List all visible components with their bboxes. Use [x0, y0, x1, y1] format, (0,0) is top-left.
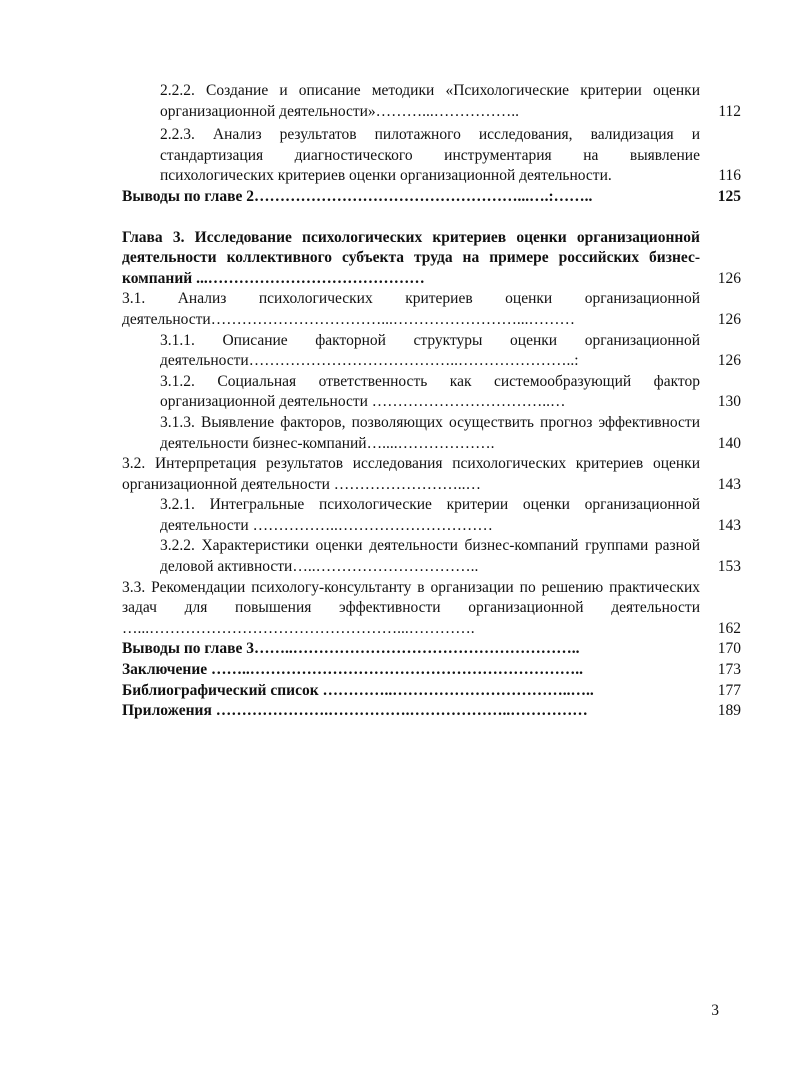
- toc-entry-3-1-1: [0, 331, 799, 372]
- toc-entry-page: 173: [717, 661, 741, 679]
- toc-entry-text: 3.1.1. Описание факторной структуры оценки организационной деятельности…………………………………..…………………..:: [160, 331, 700, 370]
- toc-entry-text: 3.2.1. Интегральные психологические критерии оценки организационной деятельности ……………..…………………………: [160, 496, 700, 534]
- toc-entry-3-1: [0, 289, 799, 330]
- toc-entry-bibliography: [0, 681, 799, 702]
- toc-entry-text: 2.2.3. Анализ результатов пилотажного исследования, валидизация и стандартизация диагностического инструментария на выявление психологических критериев оценки организационной деятельности.: [160, 126, 700, 185]
- page-number: 3: [711, 1002, 719, 1019]
- toc-entry-page: 189: [717, 702, 741, 720]
- table-of-contents: [0, 78, 799, 722]
- toc-entry-text: 3.2.2. Характеристики оценки деятельности бизнес-компаний группами разной деловой активности…..…………………………..: [160, 537, 700, 576]
- toc-entry-page: 130: [717, 393, 741, 411]
- toc-entry-page: 177: [717, 681, 741, 699]
- toc-entry-page: 140: [717, 434, 741, 452]
- toc-entry-text: 2.2.2. Создание и описание методики «Психологические критерии оценки организационной деятельности»………...……………..: [160, 82, 700, 120]
- toc-entry-text: 3.1.3. Выявление факторов, позволяющих осуществить прогноз эффективности деятельности бизнес-компаний…....……………….: [160, 413, 700, 452]
- toc-entry-chapter-2-conclusions: [0, 187, 799, 208]
- toc-entry-3-2-1: [0, 495, 799, 536]
- toc-entry-2-2-3: [0, 125, 799, 187]
- toc-entry-page: 143: [717, 516, 741, 534]
- toc-entry-chapter-3-conclusions: [0, 639, 799, 660]
- toc-entry-text: Приложения ………………….…………….………………..……………: [122, 702, 588, 720]
- toc-entry-page: 125: [717, 187, 741, 205]
- toc-entry-text: Выводы по главе 3……..………………………………………………..: [122, 640, 580, 658]
- toc-entry-page: 126: [717, 352, 741, 370]
- toc-entry-page: 143: [717, 475, 741, 493]
- toc-entry-2-2-2: [0, 81, 799, 122]
- toc-entry-3-1-2: [0, 372, 799, 413]
- toc-entry-3-1-3: [0, 413, 799, 454]
- toc-entry-page: 116: [718, 167, 741, 185]
- toc-entry-page: 126: [717, 269, 741, 287]
- toc-entry-text: Библиографический список …………..……………………………..…..: [122, 681, 594, 699]
- toc-entry-text: 3.1. Анализ психологических критериев оценки организационной деятельности……………………………...……………………...………: [122, 290, 700, 328]
- toc-entry-3-3: [0, 578, 799, 640]
- toc-entry-text: Заключение ……..………………………………………………………..: [122, 661, 584, 679]
- toc-entry-page: 153: [717, 558, 741, 576]
- toc-entry-text: 3.3. Рекомендации психологу-консультанту в организации по решению практических задач для повышения эффективности организационной деятельности …...…………………………………………...………….: [122, 578, 700, 637]
- toc-entry-page: 112: [718, 102, 741, 120]
- toc-entry-appendices: [0, 701, 799, 722]
- toc-entry-conclusion: [0, 660, 799, 681]
- toc-entry-3-2: [0, 454, 799, 495]
- toc-entry-page: 162: [717, 619, 741, 637]
- toc-entry-text: 3.1.2. Социальная ответственность как системообразующий фактор организационной деятельности ……………………………..…: [160, 372, 700, 411]
- toc-entry-text: Выводы по главе 2……………………………………………...….:……..: [122, 187, 593, 205]
- toc-entry-chapter-3: [0, 228, 799, 290]
- toc-entry-text: 3.2. Интерпретация результатов исследования психологических критериев оценки организационной деятельности ……………………..…: [122, 455, 700, 493]
- toc-entry-text: Глава 3. Исследование психологических критериев оценки организационной деятельности коллективного субъекта труда на примере российских бизнес-компаний ...……………………………………: [122, 228, 700, 287]
- toc-entry-3-2-2: [0, 536, 799, 577]
- toc-entry-page: 170: [717, 640, 741, 658]
- toc-entry-page: 126: [717, 310, 741, 328]
